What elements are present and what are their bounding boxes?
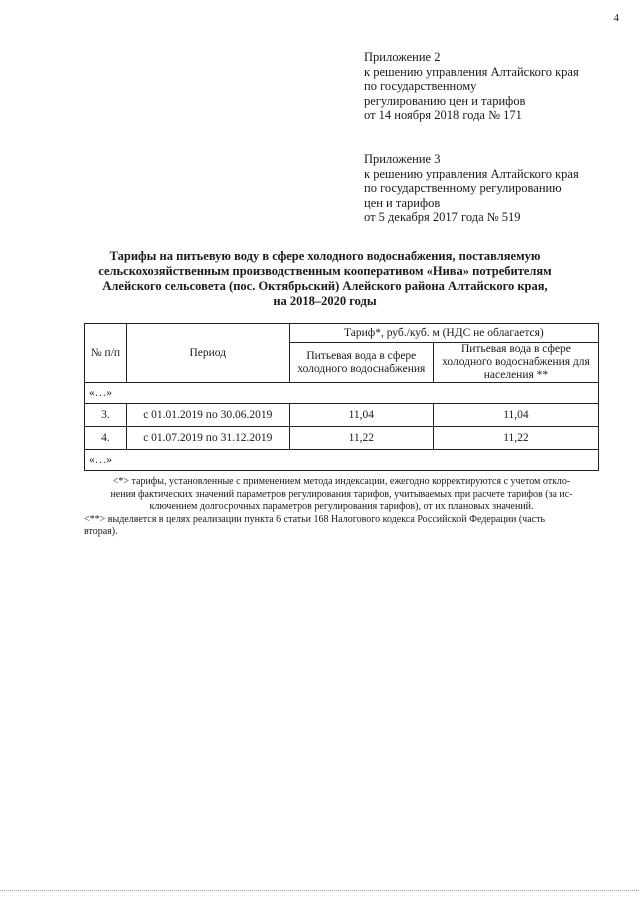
header-period: Период (126, 324, 289, 383)
document-title (90, 249, 560, 309)
cell-tariff-2: 11,22 (433, 427, 598, 450)
table-row-ellipsis (85, 383, 599, 404)
appendix-2-line: Приложение 2 (364, 50, 441, 64)
header-tariff-1: Питьевая вода в сфере холодного водоснабжения (289, 343, 433, 383)
appendix-2-line: к решению управления Алтайского края (364, 64, 579, 79)
header-tariff-2: Питьевая вода в сфере холодного водоснабжения для населения ** (433, 343, 598, 383)
footnote-line: <*> тарифы, установленные с применением метода индексации, ежегодно корректируются с учетом откло- (112, 476, 571, 487)
title-line: Алейского сельсовета (пос. Октябрьский) Алейского района Алтайского края, (102, 279, 548, 293)
title-line: на 2018–2020 годы (273, 294, 377, 308)
cell-tariff-1: 11,22 (289, 427, 433, 450)
header-tariff-group: Тариф*, руб./куб. м (НДС не облагается) (289, 324, 598, 343)
appendix-3-line: Приложение 3 (364, 152, 441, 166)
appendix-2-line: по государственному (364, 79, 477, 93)
cell-tariff-2: 11,04 (433, 404, 598, 427)
footnotes (84, 476, 599, 539)
table-row (85, 427, 599, 450)
cell-num: 4. (85, 427, 127, 450)
title-line: сельскохозяйственным производственным кооперативом «Нива» потребителям (98, 264, 552, 278)
appendix-3-line: по государственному регулированию (364, 181, 562, 195)
footnote-line: <**> выделяется в целях реализации пункта 6 статьи 168 Налогового кодекса Российской Федерации (часть (84, 513, 546, 525)
page-bottom-divider (0, 890, 639, 891)
appendix-2-block (364, 50, 614, 123)
appendix-3-line: к решению управления Алтайского края (364, 166, 579, 181)
title-line: Тарифы на питьевую воду в сфере холодного водоснабжения, поставляемую (109, 249, 541, 263)
table-header-row (85, 324, 599, 343)
appendix-2-line: регулированию цен и тарифов (364, 93, 526, 108)
cell-period: с 01.01.2019 по 30.06.2019 (126, 404, 289, 427)
table-row (85, 404, 599, 427)
cell-num: 3. (85, 404, 127, 427)
footnote-line: нения фактических значений параметров регулирования тарифов, учитываемых при расчете тарифов (за ис- (110, 488, 573, 500)
appendix-3-block (364, 152, 614, 225)
appendix-3-line: от 5 декабря 2017 года № 519 (364, 210, 521, 224)
header-num: № п/п (85, 324, 127, 383)
page-number: 4 (613, 12, 619, 24)
footnote-line: вторая). (84, 526, 118, 537)
appendix-3-line: цен и тарифов (364, 195, 441, 210)
ellipsis-cell: «…» (85, 383, 599, 404)
appendix-2-line: от 14 ноября 2018 года № 171 (364, 108, 522, 122)
cell-tariff-1: 11,04 (289, 404, 433, 427)
ellipsis-cell: «…» (85, 450, 599, 471)
tariff-table (84, 323, 599, 471)
table-row-ellipsis (85, 450, 599, 471)
footnote-line: ключением долгосрочных параметров регулирования тарифов), от их плановых значений. (149, 501, 534, 512)
cell-period: с 01.07.2019 по 31.12.2019 (126, 427, 289, 450)
